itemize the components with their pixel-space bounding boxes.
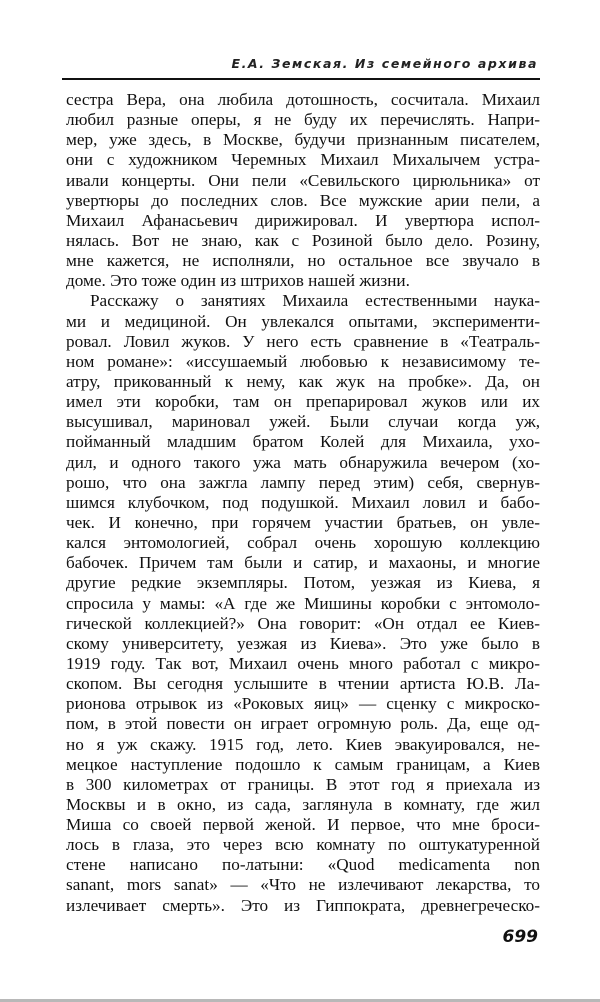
text-line: ивали концерты. Они пели «Севильского цирюльника» от: [66, 170, 540, 190]
text-line: пойманный младшим братом Колей для Михаила, ухо-: [66, 432, 540, 452]
text-line: скопом. Вы сегодня услышите в чтении артиста Ю.В. Ла-: [66, 674, 540, 694]
text-line: в 300 километрах от границы. В этот год я приехала из: [66, 774, 540, 794]
text-line: лось в глаза, это через всю комнату по оштукатуренной: [66, 835, 540, 855]
text-line: высушивал, мариновал ужей. Были случаи когда уж,: [66, 412, 540, 432]
text-line: Расскажу о занятиях Михаила естественными наука-: [90, 291, 540, 311]
text-line: имел эти коробки, там он препарировал жуков или их: [66, 392, 540, 412]
text-line: шимся клубочком, под подушкой. Михаил ловил и бабо-: [66, 492, 540, 512]
text-line: но я уж скажу. 1915 год, лето. Киев эвакуировался, не-: [66, 734, 540, 754]
text-line: ми и медициной. Он увлекался опытами, эксперименти-: [66, 311, 540, 331]
text-line: ровал. Ловил жуков. У него есть сравнение в «Театраль-: [66, 331, 540, 351]
page-number: 699: [502, 927, 538, 947]
text-line: мер, уже здесь, в Москве, будучи признанным писателем,: [66, 130, 540, 150]
text-line: чек. И конечно, при горячем участии братьев, он увле-: [66, 512, 540, 532]
text-line: атру, прикованный к нему, как жук на пробке». Да, он: [66, 371, 540, 391]
text-line: гической коллекцией?» Она говорит: «Он отдал ее Киев-: [66, 613, 540, 633]
text-line: 1919 году. Так вот, Михаил очень много работал с микро-: [66, 653, 540, 673]
text-line: рионова отрывок из «Роковых яиц» — сценку с микроско-: [66, 694, 540, 714]
text-line: спросила у мамы: «А где же Мишины коробки с энтомоло-: [66, 593, 540, 613]
text-line: любил разные оперы, я не буду их перечислять. Напри-: [66, 110, 540, 130]
text-line: стене написано по-латыни: «Quod medicamenta non: [66, 855, 540, 875]
text-line: другие редкие экземпляры. Потом, уезжая из Киева, я: [66, 573, 540, 593]
text-line: излечивает смерть». Это из Гиппократа, древнегреческо-: [66, 895, 540, 915]
text-line: они с художником Черемных Михаил Михалычем устра-: [66, 150, 540, 170]
text-line: Москвы и в окно, из сада, заглянула в комнату, где жил: [66, 794, 540, 814]
text-line: увертюры до последних слов. Все мужские арии пели, а: [66, 190, 540, 210]
text-line: нялась. Вот не знаю, как с Розиной было дело. Розину,: [66, 230, 540, 250]
text-line: бабочек. Причем там были и сатир, и махаоны, и многие: [66, 553, 540, 573]
text-line: мне кажется, не исполняли, но остальное все звучало в: [66, 251, 540, 271]
text-line: sanant, mors sanat» — «Что не излечивают лекарства, то: [66, 875, 540, 895]
text-line: пом, в этой повести он играет огромную роль. Да, еще од-: [66, 714, 540, 734]
text-line: Миша со своей первой женой. И первое, что мне броси-: [66, 815, 540, 835]
text-line: кался энтомологией, собрал очень хорошую коллекцию: [66, 533, 540, 553]
text-line: ном романе»: «иссушаемый любовью к независимому те-: [66, 351, 540, 371]
text-line: доме. Это тоже один из штрихов нашей жизни.: [66, 271, 410, 291]
text-line: скому университету, уезжая из Киева». Это уже было в: [66, 633, 540, 653]
body-text: [66, 90, 540, 916]
text-line: рошо, что она зажгла лампу перед этим) себя, свернув-: [66, 472, 540, 492]
running-head: Е.А. Земская. Из семейного архива: [231, 56, 538, 71]
text-line: дил, и одного такого ужа мать обнаружила вечером (хо-: [66, 452, 540, 472]
text-line: Михаил Афанасьевич дирижировал. И увертюра испол-: [66, 210, 540, 230]
text-line: мецкое наступление подошло к самым границам, а Киев: [66, 754, 540, 774]
text-line: сестра Вера, она любила дотошность, сосчитала. Михаил: [66, 90, 540, 109]
header-rule: [62, 78, 540, 80]
